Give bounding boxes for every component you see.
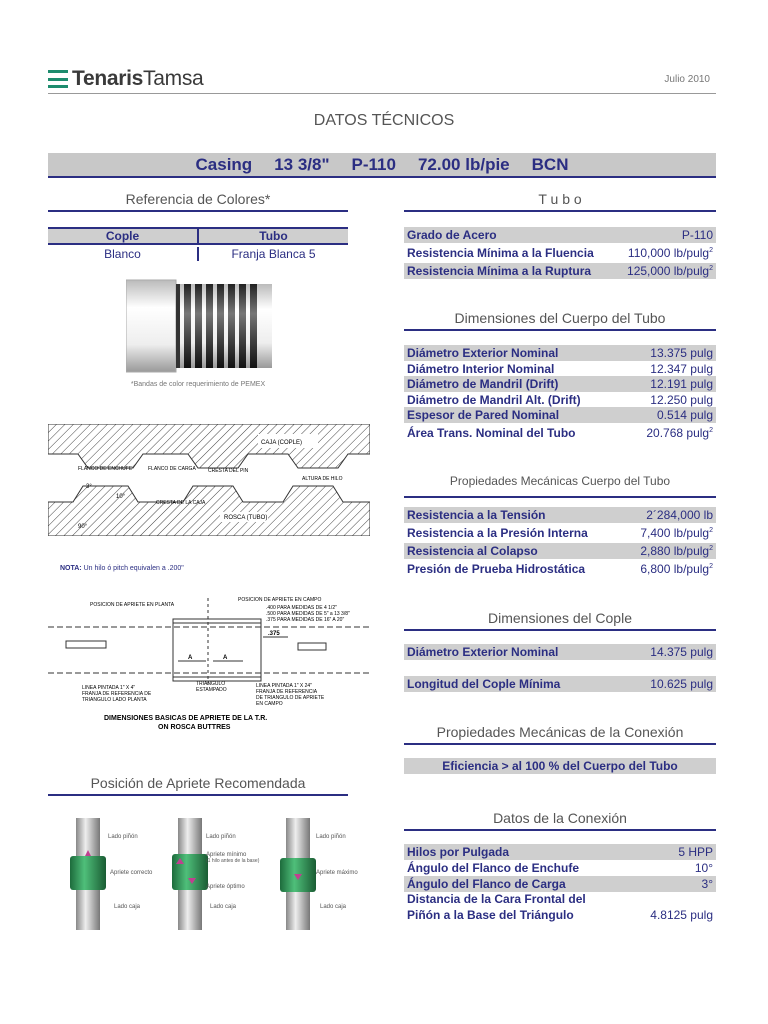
product-type: Casing (195, 154, 253, 174)
prop-cuerpo-row (404, 543, 716, 559)
conexion-value: 3° (701, 877, 713, 891)
apriete-campo-label: POSICION DE APRIETE EN CAMPO (238, 597, 322, 603)
color-band-note: *Bandas de color requerimiento de PEMEX (130, 381, 266, 388)
product-connection: BCN (531, 154, 569, 174)
prop-cuerpo-value: 6,800 lb/pulg$^2$ (640, 562, 713, 576)
tubo-label: Resistencia Mínima a la Ruptura (407, 264, 592, 278)
product-weight: 72.00 lb/pie (417, 154, 510, 174)
cople-longitud-value: 10.625 pulg (650, 677, 713, 691)
label-angle-90: 90° (78, 524, 88, 530)
tubo-row (404, 263, 716, 279)
dim-cuerpo-row (404, 407, 716, 423)
dim-cuerpo-label: Espesor de Pared Nominal (407, 408, 560, 422)
p2-bot: Lado caja (210, 904, 237, 910)
dim-cuerpo-divider (404, 329, 716, 331)
tubo-row (404, 245, 716, 261)
posicion-title: Posición de Apriete Recomendada (90, 775, 306, 791)
tubo-row (404, 227, 716, 243)
p2-mid3: Apriete óptimo (206, 884, 245, 890)
product-header (48, 153, 716, 178)
note-c2: ESTAMPADO (196, 687, 227, 693)
thread-profile-diagram (48, 424, 370, 536)
note-d2: FRANJA DE REFERENCIA (256, 689, 318, 695)
cople-diametro-label: Diámetro Exterior Nominal (407, 645, 559, 659)
measure-2: .500 PARA MEDIDAS DE 5" a 13 3/8" (266, 611, 350, 617)
colores-title: Referencia de Colores* (125, 191, 271, 207)
prop-cuerpo-divider (404, 496, 716, 498)
conexion-row (404, 844, 716, 860)
note-b2: FRANJA DE REFERENCIA DE (82, 691, 152, 697)
p1-mid: Apriete correcto (110, 870, 153, 876)
dim-cuerpo-value: 13.375 pulg (650, 346, 713, 360)
note-b3: TRIANGULO LADO PLANTA (82, 697, 147, 703)
label-angle-3: 3° (86, 484, 92, 490)
dim-cuerpo-label: Diámetro de Mandril Alt. (Drift) (407, 392, 581, 407)
conexion-value: 5 HPP (678, 845, 713, 859)
tubo-value: 125,000 lb/pulg$^2$ (627, 264, 713, 278)
dim-cuerpo-value: 12.250 pulg (650, 392, 713, 407)
dim-cuerpo-label: Diámetro de Mandril (Drift) (407, 377, 559, 391)
note-d3: DE TRIANGULO DE APRIETE (256, 695, 325, 701)
label-cresta-pin: CRESTA DEL PIN (208, 468, 249, 474)
makeup-position-2 (172, 818, 260, 930)
cople-longitud-label: Longitud del Cople Mínima (407, 677, 561, 691)
prop-cuerpo-label: Resistencia a la Tensión (407, 508, 546, 522)
p3-bot: Lado caja (320, 904, 347, 910)
dim-cuerpo-row (404, 345, 716, 361)
conexion-value: 10° (694, 861, 713, 875)
pipe-color-band-image (126, 278, 272, 374)
tubo-label: Resistencia Mínima a la Fluencia (407, 246, 594, 260)
cople-diametro-row (404, 644, 716, 660)
note-b1: LINEA PINTADA 1" X 4" (82, 685, 136, 691)
tubo-value: 110,000 lb/pulg$^2$ (627, 246, 713, 260)
prop-cuerpo-label: Presión de Prueba Hidrostática (407, 562, 586, 576)
datos-conexion-title: Datos de la Conexión (493, 810, 627, 826)
document-date: Julio 2010 (664, 74, 710, 85)
datos-conexion-divider (404, 829, 716, 831)
p2-mid2: (1 hilo antes de la base) (206, 858, 260, 864)
p3-mid: Apriete máximo (316, 870, 358, 876)
measure-3: .375 PARA MEDIDAS DE 16" A 20" (266, 617, 345, 623)
color-reference-table (48, 227, 348, 263)
eficiencia-row (404, 758, 716, 774)
prop-cuerpo-row (404, 507, 716, 523)
conexion-label: Ángulo del Flanco de Enchufe (407, 861, 580, 875)
label-flanco-carga: FLANCO DE CARGA (148, 466, 196, 472)
note-d1: LINEA PINTADA 1" X 24" (256, 683, 312, 689)
eficiencia-text: Eficiencia > al 100 % del Cuerpo del Tubo (442, 759, 678, 773)
dim-cuerpo-row (404, 425, 716, 441)
prop-conexion-title: Propiedades Mecánicas de la Conexión (436, 724, 684, 740)
col-cople-header: Cople (105, 229, 140, 243)
prop-conexion-divider (404, 743, 716, 745)
dim-cuerpo-label: Diámetro Interior Nominal (407, 361, 555, 376)
dim-cuerpo-row (404, 392, 716, 408)
dim-cuerpo-row (404, 361, 716, 377)
dim-cuerpo-value: 20.768 pulg$^2$ (646, 426, 713, 440)
diagram-caption-1: DIMENSIONES BASICAS DE APRIETE DE LA T.R. (104, 715, 268, 722)
dim-cople-title: Dimensiones del Cople (488, 610, 632, 626)
tubo-color: Franja Blanca 5 (197, 247, 348, 261)
header-divider (48, 93, 716, 94)
dim-cuerpo-value: 0.514 pulg (656, 408, 713, 422)
conexion-row (404, 876, 716, 892)
makeup-position-image (66, 814, 372, 934)
dim-cuerpo-label: Área Trans. Nominal del Tubo (407, 426, 576, 440)
product-size: 13 3/8" (274, 154, 330, 174)
dim-cuerpo-title: Dimensiones del Cuerpo del Tubo (454, 310, 666, 326)
makeup-dimensions-diagram (48, 593, 370, 733)
prop-cuerpo-value: 7,400 lb/pulg$^2$ (640, 526, 713, 540)
dim-cople-divider (404, 629, 716, 631)
prop-cuerpo-row (404, 525, 716, 541)
prop-cuerpo-label: Resistencia al Colapso (407, 544, 538, 558)
dim-a1: A (188, 655, 193, 661)
distancia-value: 4.8125 pulg (650, 908, 713, 922)
dim-375: .375 (268, 631, 280, 637)
label-altura-hilo: ALTURA DE HILO (302, 476, 343, 482)
tubo-label: Grado de Acero (407, 228, 497, 242)
product-grade: P-110 (351, 154, 396, 174)
col-tubo-header: Tubo (197, 229, 348, 243)
apriete-planta-label: POSICION DE APRIETE EN PLANTA (90, 602, 175, 608)
cople-color: Blanco (104, 247, 141, 261)
prop-cuerpo-value: 2,880 lb/pulg$^2$ (640, 544, 713, 558)
dim-cuerpo-value: 12.347 pulg (650, 361, 713, 376)
makeup-position-1 (70, 818, 153, 930)
prop-cuerpo-value: 2´284,000 lb (646, 508, 713, 522)
p1-top: Lado piñón (108, 834, 138, 840)
note-c1: TRIANGULO (196, 681, 226, 687)
prop-cuerpo-label: Resistencia a la Presión Interna (407, 526, 588, 540)
colores-divider (48, 210, 348, 212)
cople-longitud-row (404, 676, 716, 692)
prop-cuerpo-title: Propiedades Mecánicas Cuerpo del Tubo (449, 474, 671, 488)
p1-bot: Lado caja (114, 904, 141, 910)
tubo-title: T u b o (538, 191, 582, 207)
posicion-divider (48, 794, 348, 796)
dim-a2: A (223, 655, 228, 661)
label-rosca: ROSCA (TUBO) (224, 515, 268, 521)
conexion-row (404, 860, 716, 876)
brand-logo (48, 64, 203, 94)
dim-cuerpo-label: Diámetro Exterior Nominal (407, 346, 559, 360)
tubo-divider (404, 210, 716, 212)
note-d4: EN CAMPO (256, 701, 283, 707)
measure-1: .400 PARA MEDIDAS DE 4 1/2" (266, 605, 337, 611)
label-flanco-enchufe: FLANCO DE ENCHUFE (78, 466, 133, 472)
conexion-label: Ángulo del Flanco de Carga (407, 877, 566, 891)
p2-mid1: Apriete mínimo (206, 852, 247, 858)
thread-note: NOTA: Un hilo ó pitch equivalen a .200" (60, 565, 184, 572)
label-caja: CAJA (COPLE) (261, 440, 303, 446)
prop-cuerpo-row (404, 561, 716, 577)
distancia-label: Distancia de la Cara Frontal del Piñón a la Base del Triángulo (407, 892, 586, 922)
p3-top: Lado piñón (316, 834, 346, 840)
dim-cuerpo-value: 12.191 pulg (650, 377, 713, 391)
distancia-row (404, 891, 716, 923)
tenaris-logo-icon (48, 70, 68, 88)
makeup-position-3 (280, 818, 358, 930)
diagram-caption-2: ON ROSCA BUTTRES (158, 724, 231, 731)
label-angle-10: 10° (116, 494, 126, 500)
brand-name: TenarisTamsa (72, 67, 204, 90)
p2-top: Lado piñón (206, 834, 236, 840)
dim-cuerpo-row (404, 376, 716, 392)
page-title: DATOS TÉCNICOS (313, 112, 455, 129)
label-cresta-caja: CRESTA DE LA CAJA (156, 500, 206, 506)
cople-diametro-value: 14.375 pulg (650, 645, 713, 659)
conexion-label: Hilos por Pulgada (407, 845, 510, 859)
tubo-value: P-110 (681, 228, 713, 242)
